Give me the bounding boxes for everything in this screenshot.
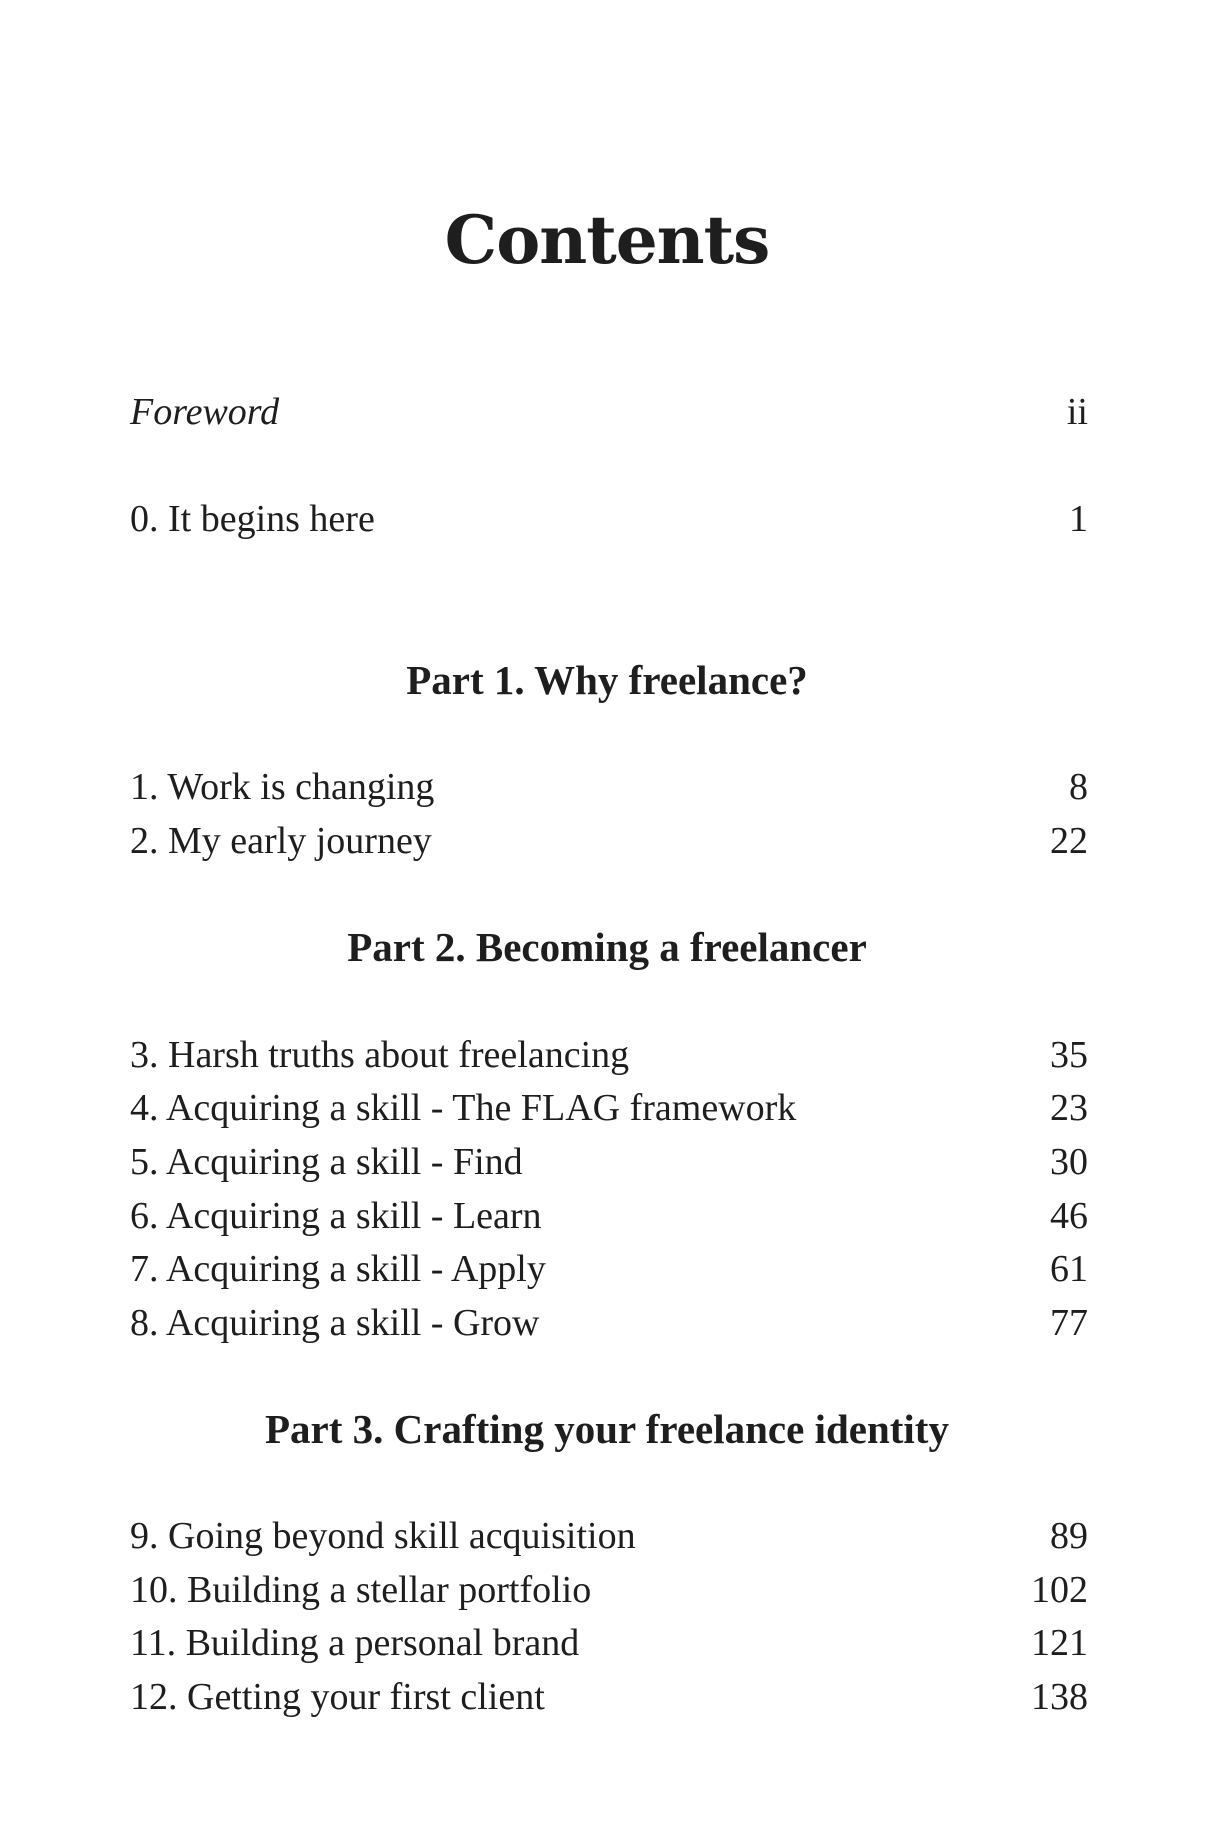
- entry-page-number: 138: [1031, 1676, 1088, 1718]
- entry-label: 10. Building a stellar portfolio: [130, 1569, 592, 1611]
- part-heading-1: Part 1. Why freelance?: [406, 657, 808, 703]
- entry-label: 11. Building a personal brand: [130, 1622, 580, 1664]
- entry-label: 7. Acquiring a skill - Apply: [130, 1248, 546, 1290]
- entry-page-number: 121: [1031, 1622, 1088, 1664]
- entry-page-number: 23: [1050, 1087, 1088, 1129]
- entry-page-number: ii: [1066, 391, 1088, 433]
- entry-page-number: 77: [1050, 1302, 1088, 1344]
- page-title: Contents: [444, 201, 770, 279]
- toc-entry-chapter-0[interactable]: [130, 494, 1088, 544]
- entry-label: 8. Acquiring a skill - Grow: [130, 1302, 540, 1344]
- entry-label: Foreword: [130, 391, 280, 433]
- toc-entry-chapter-4[interactable]: [130, 1083, 1088, 1133]
- entry-page-number: 8: [1069, 766, 1088, 808]
- toc-entry-chapter-8[interactable]: [130, 1298, 1088, 1348]
- entry-label: 3. Harsh truths about freelancing: [130, 1034, 630, 1076]
- toc-entry-chapter-7[interactable]: [130, 1244, 1088, 1294]
- entry-label: 2. My early journey: [130, 820, 432, 862]
- toc-entry-foreword[interactable]: [130, 387, 1088, 437]
- toc-entry-chapter-3[interactable]: [130, 1030, 1088, 1080]
- toc-entry-chapter-5[interactable]: [130, 1137, 1088, 1187]
- part-heading-3: Part 3. Crafting your freelance identity: [265, 1406, 949, 1452]
- toc-entry-chapter-9[interactable]: [130, 1511, 1088, 1561]
- entry-label: 6. Acquiring a skill - Learn: [130, 1195, 542, 1237]
- toc-entry-chapter-1[interactable]: [130, 762, 1088, 812]
- entry-page-number: 1: [1069, 498, 1088, 540]
- entry-page-number: 89: [1050, 1515, 1088, 1557]
- entry-label: 1. Work is changing: [130, 766, 435, 808]
- entry-page-number: 35: [1050, 1034, 1088, 1076]
- toc-entry-chapter-12[interactable]: [130, 1672, 1088, 1722]
- entry-label: 5. Acquiring a skill - Find: [130, 1141, 523, 1183]
- entry-label: 4. Acquiring a skill - The FLAG framework: [130, 1087, 797, 1129]
- entry-label: 12. Getting your first client: [130, 1676, 545, 1718]
- entry-page-number: 22: [1050, 820, 1088, 862]
- entry-page-number: 46: [1050, 1195, 1088, 1237]
- entry-page-number: 102: [1031, 1569, 1088, 1611]
- toc-entry-chapter-10[interactable]: [130, 1565, 1088, 1615]
- entry-page-number: 61: [1050, 1248, 1088, 1290]
- part-heading-2: Part 2. Becoming a freelancer: [347, 924, 867, 970]
- entry-page-number: 30: [1050, 1141, 1088, 1183]
- toc-entry-chapter-6[interactable]: [130, 1191, 1088, 1241]
- entry-label: 0. It begins here: [130, 498, 375, 540]
- toc-entry-chapter-11[interactable]: [130, 1618, 1088, 1668]
- toc-entry-chapter-2[interactable]: [130, 816, 1088, 866]
- entry-label: 9. Going beyond skill acquisition: [130, 1515, 636, 1557]
